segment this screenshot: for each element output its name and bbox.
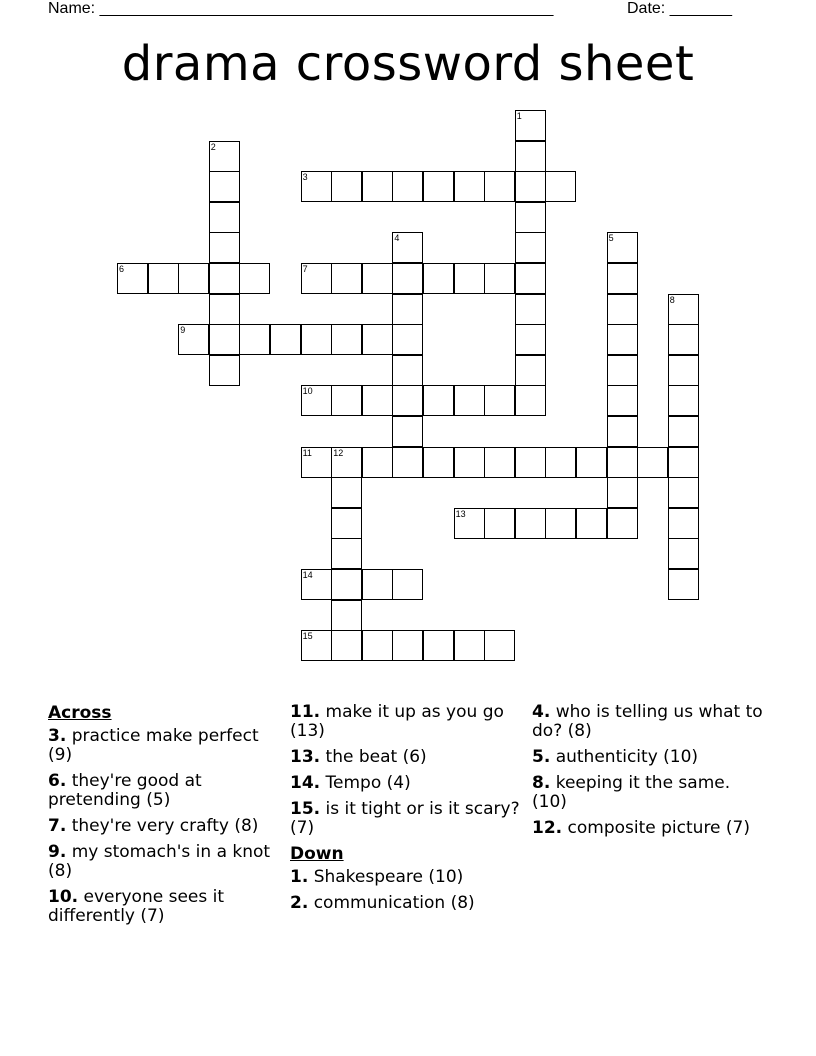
crossword-cell[interactable] bbox=[362, 324, 393, 355]
clue-down-4 bbox=[532, 703, 767, 741]
clue-number-label: 15 bbox=[302, 631, 313, 642]
crossword-cell[interactable] bbox=[178, 324, 209, 355]
clue-number-label: 2 bbox=[210, 141, 216, 152]
crossword-cell[interactable] bbox=[484, 171, 515, 202]
crossword-cell[interactable] bbox=[576, 447, 607, 478]
crossword-cell[interactable] bbox=[331, 508, 362, 539]
clue-down-8 bbox=[532, 774, 767, 812]
crossword-cell[interactable] bbox=[423, 263, 454, 294]
crossword-cell[interactable] bbox=[607, 416, 638, 447]
clue-text: keeping it the same. (10) bbox=[532, 773, 731, 812]
crossword-cell[interactable] bbox=[392, 171, 423, 202]
crossword-cell[interactable] bbox=[668, 416, 699, 447]
clue-text: Tempo (4) bbox=[320, 773, 411, 793]
crossword-cell[interactable] bbox=[209, 355, 240, 386]
crossword-cell[interactable] bbox=[331, 538, 362, 569]
clue-across-15 bbox=[290, 800, 525, 838]
clue-number-label: 11 bbox=[302, 447, 312, 458]
crossword-cell[interactable] bbox=[209, 202, 240, 233]
crossword-cell[interactable] bbox=[515, 508, 546, 539]
crossword-cell[interactable] bbox=[484, 447, 515, 478]
crossword-cell[interactable] bbox=[209, 263, 240, 294]
crossword-cell[interactable] bbox=[668, 294, 699, 325]
crossword-cell[interactable] bbox=[301, 263, 332, 294]
clue-number: 8. bbox=[532, 773, 551, 793]
crossword-cell[interactable] bbox=[331, 324, 362, 355]
crossword-cell[interactable] bbox=[301, 447, 332, 478]
clue-text: they're very crafty (8) bbox=[66, 816, 259, 836]
crossword-cell[interactable] bbox=[331, 569, 362, 600]
crossword-cell[interactable] bbox=[331, 600, 362, 631]
crossword-cell[interactable] bbox=[362, 447, 393, 478]
crossword-cell[interactable] bbox=[423, 447, 454, 478]
crossword-cell[interactable] bbox=[392, 630, 423, 661]
crossword-cell[interactable] bbox=[331, 171, 362, 202]
clue-number: 13. bbox=[290, 747, 321, 767]
clue-number-label: 1 bbox=[516, 111, 522, 121]
crossword-cell[interactable] bbox=[362, 263, 393, 294]
crossword-cell[interactable] bbox=[668, 508, 699, 539]
clue-across-14 bbox=[290, 774, 525, 793]
crossword-cell[interactable] bbox=[392, 447, 423, 478]
clue-number-label: 4 bbox=[394, 233, 400, 244]
crossword-cell[interactable] bbox=[484, 263, 515, 294]
crossword-cell[interactable] bbox=[515, 447, 546, 478]
crossword-cell[interactable] bbox=[331, 385, 362, 416]
crossword-cell[interactable] bbox=[301, 324, 332, 355]
crossword-cell[interactable] bbox=[392, 569, 423, 600]
crossword-cell[interactable] bbox=[392, 294, 423, 325]
crossword-cell[interactable] bbox=[209, 232, 240, 263]
crossword-cell[interactable] bbox=[331, 263, 362, 294]
clues-section bbox=[0, 700, 816, 1000]
clue-text: is it tight or is it scary? (7) bbox=[290, 799, 520, 838]
crossword-cell[interactable] bbox=[668, 569, 699, 600]
crossword-cell[interactable] bbox=[607, 355, 638, 386]
clue-number-label: 7 bbox=[302, 264, 308, 274]
clue-text: Shakespeare (10) bbox=[308, 867, 464, 887]
crossword-cell[interactable] bbox=[668, 355, 699, 386]
crossword-cell[interactable] bbox=[484, 630, 515, 661]
crossword-cell[interactable] bbox=[576, 508, 607, 539]
clue-number: 6. bbox=[48, 771, 67, 791]
crossword-cell[interactable] bbox=[270, 324, 301, 355]
crossword-cell[interactable] bbox=[454, 171, 485, 202]
page-title: drama crossword sheet bbox=[121, 36, 695, 92]
clue-text: they're good at pretending (5) bbox=[48, 771, 202, 810]
clue-number: 2. bbox=[290, 893, 309, 913]
clue-down-1 bbox=[290, 868, 525, 887]
crossword-cell[interactable] bbox=[607, 324, 638, 355]
crossword-cell[interactable] bbox=[515, 202, 546, 233]
crossword-cell[interactable] bbox=[209, 294, 240, 325]
crossword-cell[interactable] bbox=[209, 324, 240, 355]
crossword-cell[interactable] bbox=[484, 385, 515, 416]
clue-number: 4. bbox=[532, 702, 551, 722]
crossword-cell[interactable] bbox=[668, 477, 699, 508]
clue-across-10 bbox=[48, 888, 283, 926]
crossword-cell[interactable] bbox=[545, 447, 576, 478]
clue-number-label: 12 bbox=[333, 447, 344, 458]
down-heading: Down bbox=[290, 844, 344, 864]
crossword-cell[interactable] bbox=[515, 385, 546, 416]
clue-across-7 bbox=[48, 817, 283, 836]
clue-number: 1. bbox=[290, 867, 309, 887]
clue-number: 15. bbox=[290, 799, 321, 819]
crossword-cell[interactable] bbox=[392, 416, 423, 447]
clue-number-label: 10 bbox=[302, 386, 313, 397]
crossword-cell[interactable] bbox=[301, 171, 332, 202]
clue-down-2 bbox=[290, 894, 525, 913]
crossword-cell[interactable] bbox=[423, 171, 454, 202]
clue-number: 7. bbox=[48, 816, 67, 836]
clue-number-label: 3 bbox=[302, 172, 308, 183]
crossword-cell[interactable] bbox=[117, 263, 148, 294]
crossword-cell[interactable] bbox=[362, 385, 393, 416]
crossword-cell[interactable] bbox=[454, 385, 485, 416]
clue-number-label: 8 bbox=[669, 294, 675, 305]
crossword-cell[interactable] bbox=[484, 508, 515, 539]
crossword-cell[interactable] bbox=[301, 630, 332, 661]
crossword-cell[interactable] bbox=[209, 171, 240, 202]
crossword-cell[interactable] bbox=[515, 294, 546, 325]
name-line: Name: ___________________________________________________ bbox=[48, 0, 554, 17]
clue-number-label: 13 bbox=[455, 508, 466, 519]
clues-column-2 bbox=[290, 700, 525, 920]
clue-text: make it up as you go (13) bbox=[290, 702, 504, 741]
crossword-cell[interactable] bbox=[515, 232, 546, 263]
clue-text: practice make perfect (9) bbox=[48, 726, 259, 765]
clues-column-3 bbox=[532, 700, 767, 845]
clue-number: 10. bbox=[48, 887, 79, 907]
clue-number-label: 5 bbox=[608, 233, 614, 244]
crossword-cell[interactable] bbox=[607, 477, 638, 508]
clue-across-9 bbox=[48, 843, 283, 881]
crossword-cell[interactable] bbox=[454, 508, 485, 539]
crossword-cell[interactable] bbox=[607, 385, 638, 416]
clue-across-13 bbox=[290, 748, 525, 767]
crossword-cell[interactable] bbox=[392, 355, 423, 386]
crossword-cell[interactable] bbox=[515, 355, 546, 386]
crossword-cell[interactable] bbox=[392, 324, 423, 355]
date-line: Date: _______ bbox=[627, 0, 732, 17]
clue-number: 14. bbox=[290, 773, 321, 793]
across-heading: Across bbox=[48, 703, 112, 723]
crossword-cell[interactable] bbox=[331, 477, 362, 508]
crossword-cell[interactable] bbox=[392, 263, 423, 294]
crossword-cell[interactable] bbox=[301, 385, 332, 416]
clue-text: the beat (6) bbox=[320, 747, 427, 767]
crossword-cell[interactable] bbox=[392, 232, 423, 263]
crossword-cell[interactable] bbox=[362, 171, 393, 202]
crossword-cell[interactable] bbox=[607, 263, 638, 294]
clue-text: composite picture (7) bbox=[562, 818, 750, 838]
crossword-cell[interactable] bbox=[607, 447, 638, 478]
crossword-cell[interactable] bbox=[515, 141, 546, 172]
clue-number-label: 9 bbox=[180, 325, 186, 336]
crossword-cell[interactable] bbox=[362, 630, 393, 661]
crossword-cell[interactable] bbox=[178, 263, 209, 294]
crossword-cell[interactable] bbox=[454, 447, 485, 478]
clue-number: 9. bbox=[48, 842, 67, 862]
crossword-cell[interactable] bbox=[668, 385, 699, 416]
crossword-cell[interactable] bbox=[515, 110, 546, 141]
clues-column-1 bbox=[48, 700, 283, 933]
crossword-cell[interactable] bbox=[301, 569, 332, 600]
clue-number: 5. bbox=[532, 747, 551, 767]
crossword-cell[interactable] bbox=[515, 171, 546, 202]
crossword-cell[interactable] bbox=[392, 385, 423, 416]
clue-text: authenticity (10) bbox=[550, 747, 699, 767]
clue-number-label: 14 bbox=[302, 570, 313, 580]
crossword-cell[interactable] bbox=[362, 569, 393, 600]
crossword-cell[interactable] bbox=[239, 324, 270, 355]
crossword-cell[interactable] bbox=[545, 171, 576, 202]
crossword-cell[interactable] bbox=[331, 630, 362, 661]
clue-number-label: 6 bbox=[119, 264, 125, 274]
crossword-cell[interactable] bbox=[607, 294, 638, 325]
crossword-cell[interactable] bbox=[668, 538, 699, 569]
crossword-cell[interactable] bbox=[454, 263, 485, 294]
clue-number: 12. bbox=[532, 818, 563, 838]
crossword-cell[interactable] bbox=[209, 141, 240, 172]
crossword-cell[interactable] bbox=[668, 324, 699, 355]
clue-number: 3. bbox=[48, 726, 67, 746]
crossword-cell[interactable] bbox=[545, 508, 576, 539]
crossword-cell[interactable] bbox=[607, 508, 638, 539]
clue-text: who is telling us what to do? (8) bbox=[532, 702, 763, 741]
crossword-cell[interactable] bbox=[331, 447, 362, 478]
crossword-cell[interactable] bbox=[607, 232, 638, 263]
crossword-cell[interactable] bbox=[423, 385, 454, 416]
crossword-cell[interactable] bbox=[668, 447, 699, 478]
clue-across-3 bbox=[48, 727, 283, 765]
clue-text: communication (8) bbox=[308, 893, 475, 913]
clue-down-12 bbox=[532, 819, 767, 838]
crossword-cell[interactable] bbox=[454, 630, 485, 661]
crossword-cell[interactable] bbox=[148, 263, 179, 294]
clue-across-6 bbox=[48, 772, 283, 810]
crossword-cell[interactable] bbox=[515, 263, 546, 294]
clue-across-11 bbox=[290, 703, 525, 741]
crossword-cell[interactable] bbox=[423, 630, 454, 661]
crossword-cell[interactable] bbox=[637, 447, 668, 478]
clue-text: my stomach's in a knot (8) bbox=[48, 842, 271, 881]
clue-down-5 bbox=[532, 748, 767, 767]
crossword-cell[interactable] bbox=[239, 263, 270, 294]
clue-text: everyone sees it differently (7) bbox=[48, 887, 225, 926]
clue-number: 11. bbox=[290, 702, 321, 722]
crossword-cell[interactable] bbox=[515, 324, 546, 355]
